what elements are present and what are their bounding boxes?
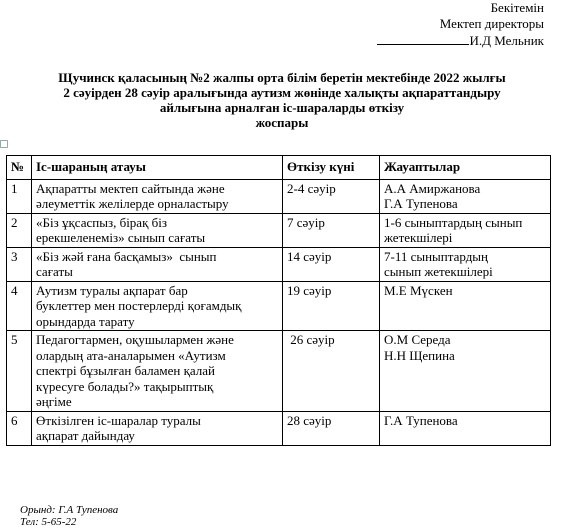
table-row: [7, 213, 551, 247]
event-name-line: күресуге болады?» тақырыптық: [36, 378, 214, 394]
title-line-3: айлығына арналған іс-шараларды өткізу: [159, 100, 405, 115]
footer-block: [20, 504, 118, 528]
title-line-2: 2 сәуірден 28 сәуір аралығында аутизм жөнінде халықты ақпараттандыру: [63, 85, 501, 100]
cell-date: 26 сәуір: [283, 331, 380, 412]
cell-date: 14 сәуір: [283, 247, 380, 281]
table-row: [7, 331, 551, 412]
approval-position: Мектеп директоры: [439, 16, 544, 31]
cell-responsible: [380, 247, 551, 281]
cell-responsible: [380, 281, 551, 331]
header-number: №: [7, 156, 32, 180]
table-row: [7, 411, 551, 445]
event-name-line: спектрі бұзылған баламен қалай: [36, 363, 215, 378]
table-anchor-mark: [0, 140, 8, 148]
cell-date: 2-4 сәуір: [283, 179, 380, 213]
event-name-line: әңгіме: [36, 394, 72, 409]
event-name-line: «Біз жәй ғана басқамыз» сынып: [36, 248, 217, 264]
responsible-line: А.А Амиржанова: [384, 180, 481, 196]
event-name-line: «Біз ұқсаспыз, бірақ біз: [36, 214, 167, 230]
cell-date: 7 сәуір: [283, 213, 380, 247]
header-date: Өткізу күні: [283, 156, 380, 180]
table-body: [7, 179, 551, 445]
cell-date: 28 сәуір: [283, 411, 380, 445]
responsible-line: 1-6 сыныптардың сынып: [384, 214, 523, 230]
responsible-line: жетекшілері: [384, 230, 453, 245]
title-line-4: жоспары: [255, 115, 309, 130]
cell-date: 19 сәуір: [283, 281, 380, 331]
event-name-line: әлеуметтік желілерде орналастыру: [36, 196, 229, 211]
table-row: [7, 179, 551, 213]
signature-line: [377, 32, 469, 45]
event-name-line: ақпарат дайындау: [36, 428, 135, 443]
director-name: И.Д Мельник: [469, 33, 544, 48]
event-name-line: Өткізілген іс-шаралар туралы: [36, 412, 201, 428]
cell-event-name: [32, 411, 283, 445]
cell-number: 1: [7, 179, 32, 213]
cell-event-name: [32, 247, 283, 281]
event-name-line: сағаты: [36, 264, 73, 279]
cell-number: 6: [7, 411, 32, 445]
responsible-line: Г.А Тупенова: [384, 196, 458, 211]
footer-phone: Тел: 5-65-22: [20, 516, 77, 528]
responsible-line: 7-11 сыныптардың: [384, 248, 488, 264]
event-name-line: Аутизм туралы ақпарат бар: [36, 282, 188, 298]
header-responsible: Жауаптылар: [380, 156, 551, 180]
document-title: [0, 70, 564, 130]
responsible-line: Н.Н Щепина: [384, 347, 455, 363]
cell-event-name: [32, 331, 283, 412]
cell-event-name: [32, 213, 283, 247]
cell-number: 2: [7, 213, 32, 247]
cell-responsible: [380, 331, 551, 412]
event-name-line: орындарда тарату: [36, 313, 135, 329]
cell-responsible: [380, 179, 551, 213]
table-row: [7, 247, 551, 281]
cell-number: 5: [7, 331, 32, 412]
footer-author: Орынд: Г.А Тупенова: [20, 504, 119, 516]
table-header-row: [7, 156, 551, 180]
event-name-line: ерекшеленеміз» сынып сағаты: [36, 230, 206, 245]
responsible-line: М.Е Мүскен: [384, 282, 453, 298]
approval-block: [344, 0, 544, 49]
cell-number: 4: [7, 281, 32, 331]
header-event-name: Іс-шараның атауы: [32, 156, 283, 180]
cell-responsible: [380, 411, 551, 445]
responsible-line: Г.А Тупенова: [384, 412, 458, 428]
plan-table: [6, 155, 551, 446]
responsible-line: сынып жетекшілері: [384, 264, 493, 279]
table-row: [7, 281, 551, 331]
cell-event-name: [32, 281, 283, 331]
approval-signature: [344, 32, 544, 49]
event-name-line: Ақпаратты мектеп сайтында және: [36, 180, 225, 196]
responsible-line: О.М Середа: [384, 332, 451, 347]
cell-event-name: [32, 179, 283, 213]
approval-heading: Бекітемін: [490, 0, 544, 15]
cell-responsible: [380, 213, 551, 247]
cell-number: 3: [7, 247, 32, 281]
event-name-line: олардың ата-аналарымен «Аутизм: [36, 347, 226, 363]
title-line-1: Щучинск қаласының №2 жалпы орта білім беретін мектебінде 2022 жылғы: [58, 70, 506, 85]
event-name-line: Педагогтармен, оқушылармен және: [36, 332, 234, 347]
event-name-line: буклеттер мен постерлерді қоғамдық: [36, 298, 242, 313]
